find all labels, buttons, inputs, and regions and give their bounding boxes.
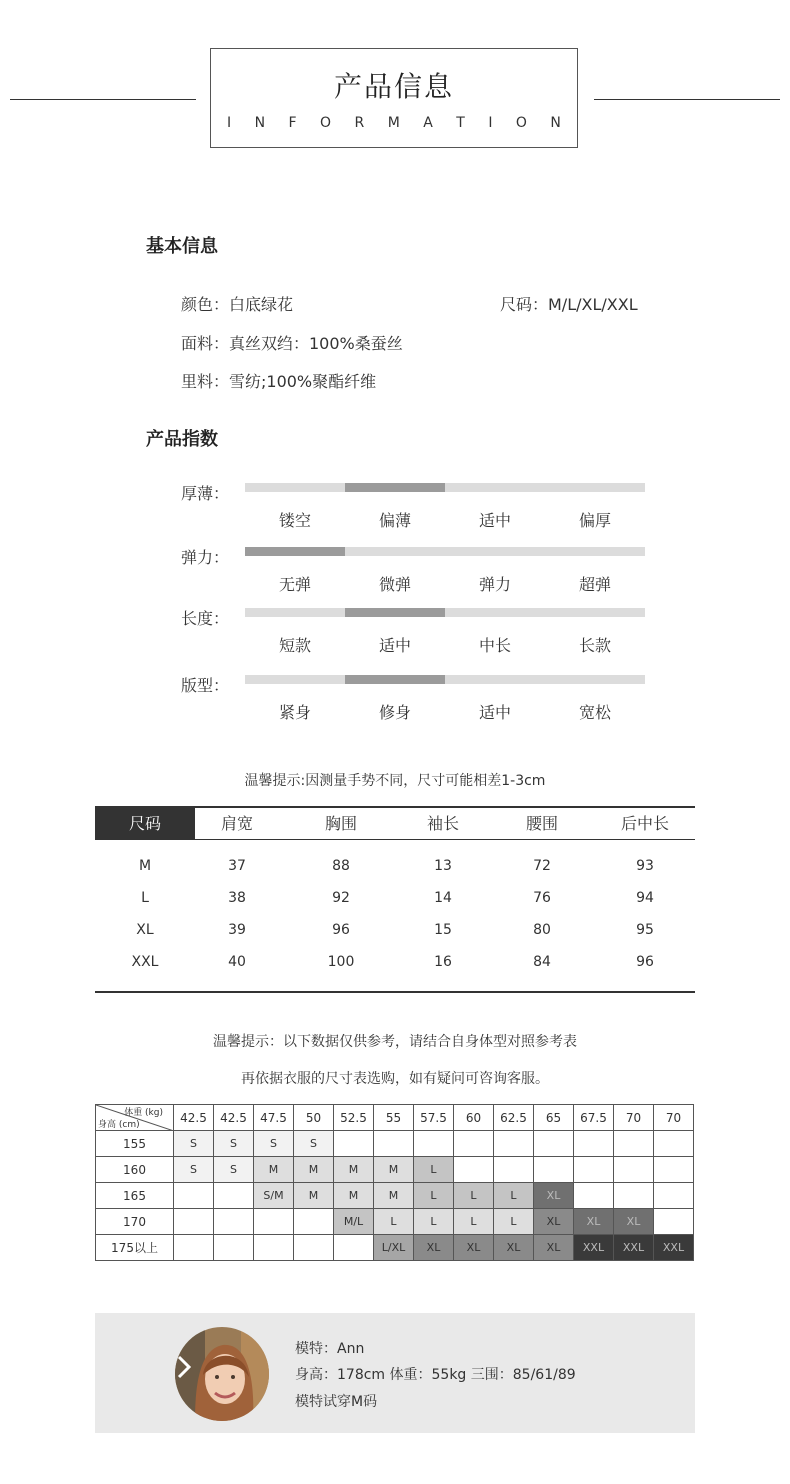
- header-title-box: [210, 48, 578, 148]
- grid-size-cell: L: [414, 1183, 454, 1209]
- size-table-cell: 72: [533, 858, 551, 874]
- grid-weight-header: 52.5: [334, 1105, 374, 1131]
- grid-weight-header: 42.5: [174, 1105, 214, 1131]
- index-option: 适中: [478, 703, 511, 722]
- size-table-cell: 37: [228, 858, 246, 874]
- grid-size-cell: [614, 1131, 654, 1157]
- grid-size-cell: S: [214, 1131, 254, 1157]
- size-table-cell: 92: [332, 890, 350, 906]
- grid-size-cell: [534, 1157, 574, 1183]
- grid-weight-header: 62.5: [494, 1105, 534, 1131]
- grid-size-cell: [214, 1235, 254, 1261]
- model-avatar: [175, 1327, 269, 1421]
- subtitle-letter: I: [488, 115, 493, 131]
- grid-size-cell: [454, 1131, 494, 1157]
- size-table-cell: 16: [434, 954, 452, 970]
- size-table-cell: 84: [533, 954, 551, 970]
- grid-row: [96, 1183, 694, 1209]
- index-bar: [245, 608, 645, 617]
- size-table-header-cell: 肩宽: [220, 814, 253, 833]
- grid-size-cell: [614, 1183, 654, 1209]
- size-table-header-cell: 袖长: [426, 814, 459, 833]
- color-info: 颜色：白底绿花: [181, 295, 294, 314]
- index-bar-highlight: [345, 675, 445, 684]
- grid-size-cell: S: [254, 1131, 294, 1157]
- size-table-header-cell: 后中长: [620, 814, 669, 833]
- grid-size-cell: XL: [574, 1209, 614, 1235]
- size-table-cell: 88: [332, 858, 350, 874]
- grid-size-cell: M: [374, 1183, 414, 1209]
- size-table-cell: 38: [228, 890, 246, 906]
- header-line-right: [594, 99, 780, 100]
- index-option: 宽松: [578, 703, 611, 722]
- measure-tip: 温馨提示:因测量手势不同，尺寸可能相差1-3cm: [244, 773, 546, 789]
- grid-weight-header: 42.5: [214, 1105, 254, 1131]
- grid-size-cell: XL: [614, 1209, 654, 1235]
- size-table-cell: 96: [636, 954, 654, 970]
- grid-size-cell: [294, 1235, 334, 1261]
- grid-size-cell: [294, 1209, 334, 1235]
- size-table-cell: 95: [636, 922, 654, 938]
- index-bar: [245, 675, 645, 684]
- grid-size-cell: S/M: [254, 1183, 294, 1209]
- size-table-cell: 40: [228, 954, 246, 970]
- grid-size-cell: XL: [494, 1235, 534, 1261]
- grid-size-cell: [574, 1131, 614, 1157]
- grid-height-header: 155: [96, 1131, 174, 1157]
- size-table-cell: 100: [327, 954, 355, 970]
- model-measurements: 身高：178cm 体重：55kg 三围：85/61/89: [295, 1367, 576, 1383]
- grid-size-cell: [214, 1183, 254, 1209]
- grid-weight-header: 60: [454, 1105, 494, 1131]
- grid-size-cell: L: [454, 1183, 494, 1209]
- index-option: 偏厚: [578, 511, 611, 530]
- grid-size-cell: [654, 1157, 694, 1183]
- grid-size-cell: L: [414, 1157, 454, 1183]
- grid-size-cell: L: [414, 1209, 454, 1235]
- subtitle-letter: M: [387, 115, 400, 131]
- page-title: 产品信息: [333, 70, 454, 103]
- subtitle-letter: N: [254, 115, 266, 131]
- subtitle-letter: I: [227, 115, 232, 131]
- grid-size-cell: [254, 1209, 294, 1235]
- subtitle-letter: O: [320, 115, 332, 131]
- size-table-cell: 93: [636, 858, 654, 874]
- index-option: 弹力: [478, 575, 511, 594]
- grid-size-cell: [494, 1157, 534, 1183]
- size-table-cell: L: [141, 890, 149, 906]
- grid-size-cell: [174, 1235, 214, 1261]
- grid-size-cell: [174, 1183, 214, 1209]
- grid-weight-header: 57.5: [414, 1105, 454, 1131]
- grid-size-cell: [414, 1131, 454, 1157]
- model-wear-size: 模特试穿M码: [295, 1394, 378, 1410]
- subtitle-letter: R: [354, 115, 365, 131]
- grid-size-cell: XXL: [574, 1235, 614, 1261]
- size-table-cell: 13: [434, 858, 452, 874]
- index-bar-highlight: [345, 608, 445, 617]
- index-option: 修身: [378, 703, 411, 722]
- size-table-cell: M: [138, 858, 152, 874]
- grid-size-cell: XL: [534, 1183, 574, 1209]
- grid-size-cell: M: [374, 1157, 414, 1183]
- grid-size-cell: S: [174, 1157, 214, 1183]
- grid-weight-header: 67.5: [574, 1105, 614, 1131]
- grid-size-cell: L: [454, 1209, 494, 1235]
- size-table-header-cell: 胸围: [324, 814, 357, 833]
- size-table-header: [95, 806, 695, 840]
- grid-row: [96, 1235, 694, 1261]
- index-bar: [245, 483, 645, 492]
- index-title: 产品指数: [146, 429, 218, 450]
- grid-size-cell: XXL: [654, 1235, 694, 1261]
- index-option: 长款: [578, 636, 611, 655]
- grid-weight-header: 65: [534, 1105, 574, 1131]
- basic-info-title: 基本信息: [146, 236, 218, 257]
- size-table-header-cell: 尺码: [95, 808, 195, 840]
- grid-size-cell: L/XL: [374, 1235, 414, 1261]
- index-bar-highlight: [245, 547, 345, 556]
- grid-weight-header: 55: [374, 1105, 414, 1131]
- grid-size-cell: [494, 1131, 534, 1157]
- grid-size-cell: [654, 1209, 694, 1235]
- grid-size-cell: S: [294, 1131, 334, 1157]
- subtitle-letter: T: [456, 115, 465, 131]
- index-bar-highlight: [345, 483, 445, 492]
- model-name: 模特：Ann: [295, 1341, 365, 1357]
- page-subtitle: [227, 115, 561, 131]
- grid-size-cell: [574, 1157, 614, 1183]
- grid-weight-header: 47.5: [254, 1105, 294, 1131]
- grid-size-cell: [654, 1131, 694, 1157]
- index-option: 适中: [378, 636, 411, 655]
- grid-size-cell: XL: [534, 1209, 574, 1235]
- size-table-cell: XXL: [131, 954, 159, 970]
- grid-size-cell: M: [334, 1157, 374, 1183]
- grid-row: [96, 1209, 694, 1235]
- index-option: 适中: [478, 511, 511, 530]
- grid-corner-height: 身高 (cm): [98, 1120, 140, 1130]
- grid-size-cell: [654, 1183, 694, 1209]
- index-option: 偏薄: [378, 511, 411, 530]
- index-option: 无弹: [278, 575, 311, 594]
- size-table-cell: 80: [533, 922, 551, 938]
- grid-size-cell: S: [214, 1157, 254, 1183]
- grid-size-cell: [574, 1183, 614, 1209]
- index-option: 中长: [478, 636, 511, 655]
- size-table-cell: 14: [434, 890, 452, 906]
- header-line-left: [10, 99, 196, 100]
- grid-size-cell: [534, 1131, 574, 1157]
- index-label: 弹力：: [181, 548, 230, 567]
- grid-corner-weight: 体重 (kg): [124, 1108, 163, 1118]
- grid-height-header: 165: [96, 1183, 174, 1209]
- grid-size-cell: [214, 1209, 254, 1235]
- index-option: 短款: [278, 636, 311, 655]
- grid-size-cell: [614, 1157, 654, 1183]
- index-option: 微弹: [378, 575, 411, 594]
- subtitle-letter: O: [515, 115, 527, 131]
- grid-size-cell: [454, 1157, 494, 1183]
- grid-size-cell: XL: [414, 1235, 454, 1261]
- grid-header-row: [96, 1105, 694, 1131]
- grid-height-header: 160: [96, 1157, 174, 1183]
- size-info: 尺码：M/L/XL/XXL: [500, 295, 638, 314]
- size-table-cell: 39: [228, 922, 246, 938]
- grid-weight-header: 70: [614, 1105, 654, 1131]
- index-label: 厚薄：: [181, 484, 230, 503]
- grid-size-cell: M: [294, 1183, 334, 1209]
- grid-size-cell: L: [374, 1209, 414, 1235]
- grid-height-header: 170: [96, 1209, 174, 1235]
- size-table-cell: 76: [533, 890, 551, 906]
- service-tip: 再依据衣服的尺寸表选购，如有疑问可咨询客服。: [241, 1071, 549, 1087]
- subtitle-letter: N: [550, 115, 561, 131]
- grid-size-cell: S: [174, 1131, 214, 1157]
- index-option: 紧身: [278, 703, 311, 722]
- grid-weight-header: 50: [294, 1105, 334, 1131]
- index-bar: [245, 547, 645, 556]
- index-label: 长度：: [181, 609, 230, 628]
- subtitle-letter: A: [423, 115, 433, 131]
- size-table-cell: XL: [136, 922, 154, 938]
- grid-row: [96, 1157, 694, 1183]
- grid-size-cell: [374, 1131, 414, 1157]
- size-reference-grid: [95, 1104, 694, 1261]
- grid-row: [96, 1131, 694, 1157]
- grid-corner: [96, 1105, 174, 1131]
- size-table-cell: 94: [636, 890, 654, 906]
- grid-size-cell: M: [254, 1157, 294, 1183]
- grid-size-cell: L: [494, 1183, 534, 1209]
- grid-weight-header: 70: [654, 1105, 694, 1131]
- grid-size-cell: [174, 1209, 214, 1235]
- grid-size-cell: XL: [454, 1235, 494, 1261]
- size-table-header-cell: 腰围: [525, 814, 558, 833]
- grid-size-cell: [334, 1131, 374, 1157]
- grid-height-header: 175以上: [96, 1235, 174, 1261]
- grid-size-cell: M/L: [334, 1209, 374, 1235]
- subtitle-letter: F: [288, 115, 297, 131]
- grid-size-cell: [254, 1235, 294, 1261]
- grid-size-cell: M: [334, 1183, 374, 1209]
- size-table-cell: 15: [434, 922, 452, 938]
- grid-size-cell: L: [494, 1209, 534, 1235]
- size-table-cell: 96: [332, 922, 350, 938]
- grid-size-cell: XXL: [614, 1235, 654, 1261]
- lining-info: 里料：雪纺;100%聚酯纤维: [181, 372, 377, 391]
- grid-size-cell: M: [294, 1157, 334, 1183]
- grid-size-cell: [334, 1235, 374, 1261]
- index-option: 镂空: [278, 511, 311, 530]
- index-label: 版型：: [181, 676, 230, 695]
- index-option: 超弹: [578, 575, 611, 594]
- grid-size-cell: XL: [534, 1235, 574, 1261]
- model-info-box: [95, 1313, 695, 1433]
- reference-tip: 温馨提示：以下数据仅供参考，请结合自身体型对照参考表: [213, 1034, 577, 1050]
- fabric-info: 面料：真丝双绉：100%桑蚕丝: [181, 334, 403, 353]
- size-table-bottom-line: [95, 991, 695, 993]
